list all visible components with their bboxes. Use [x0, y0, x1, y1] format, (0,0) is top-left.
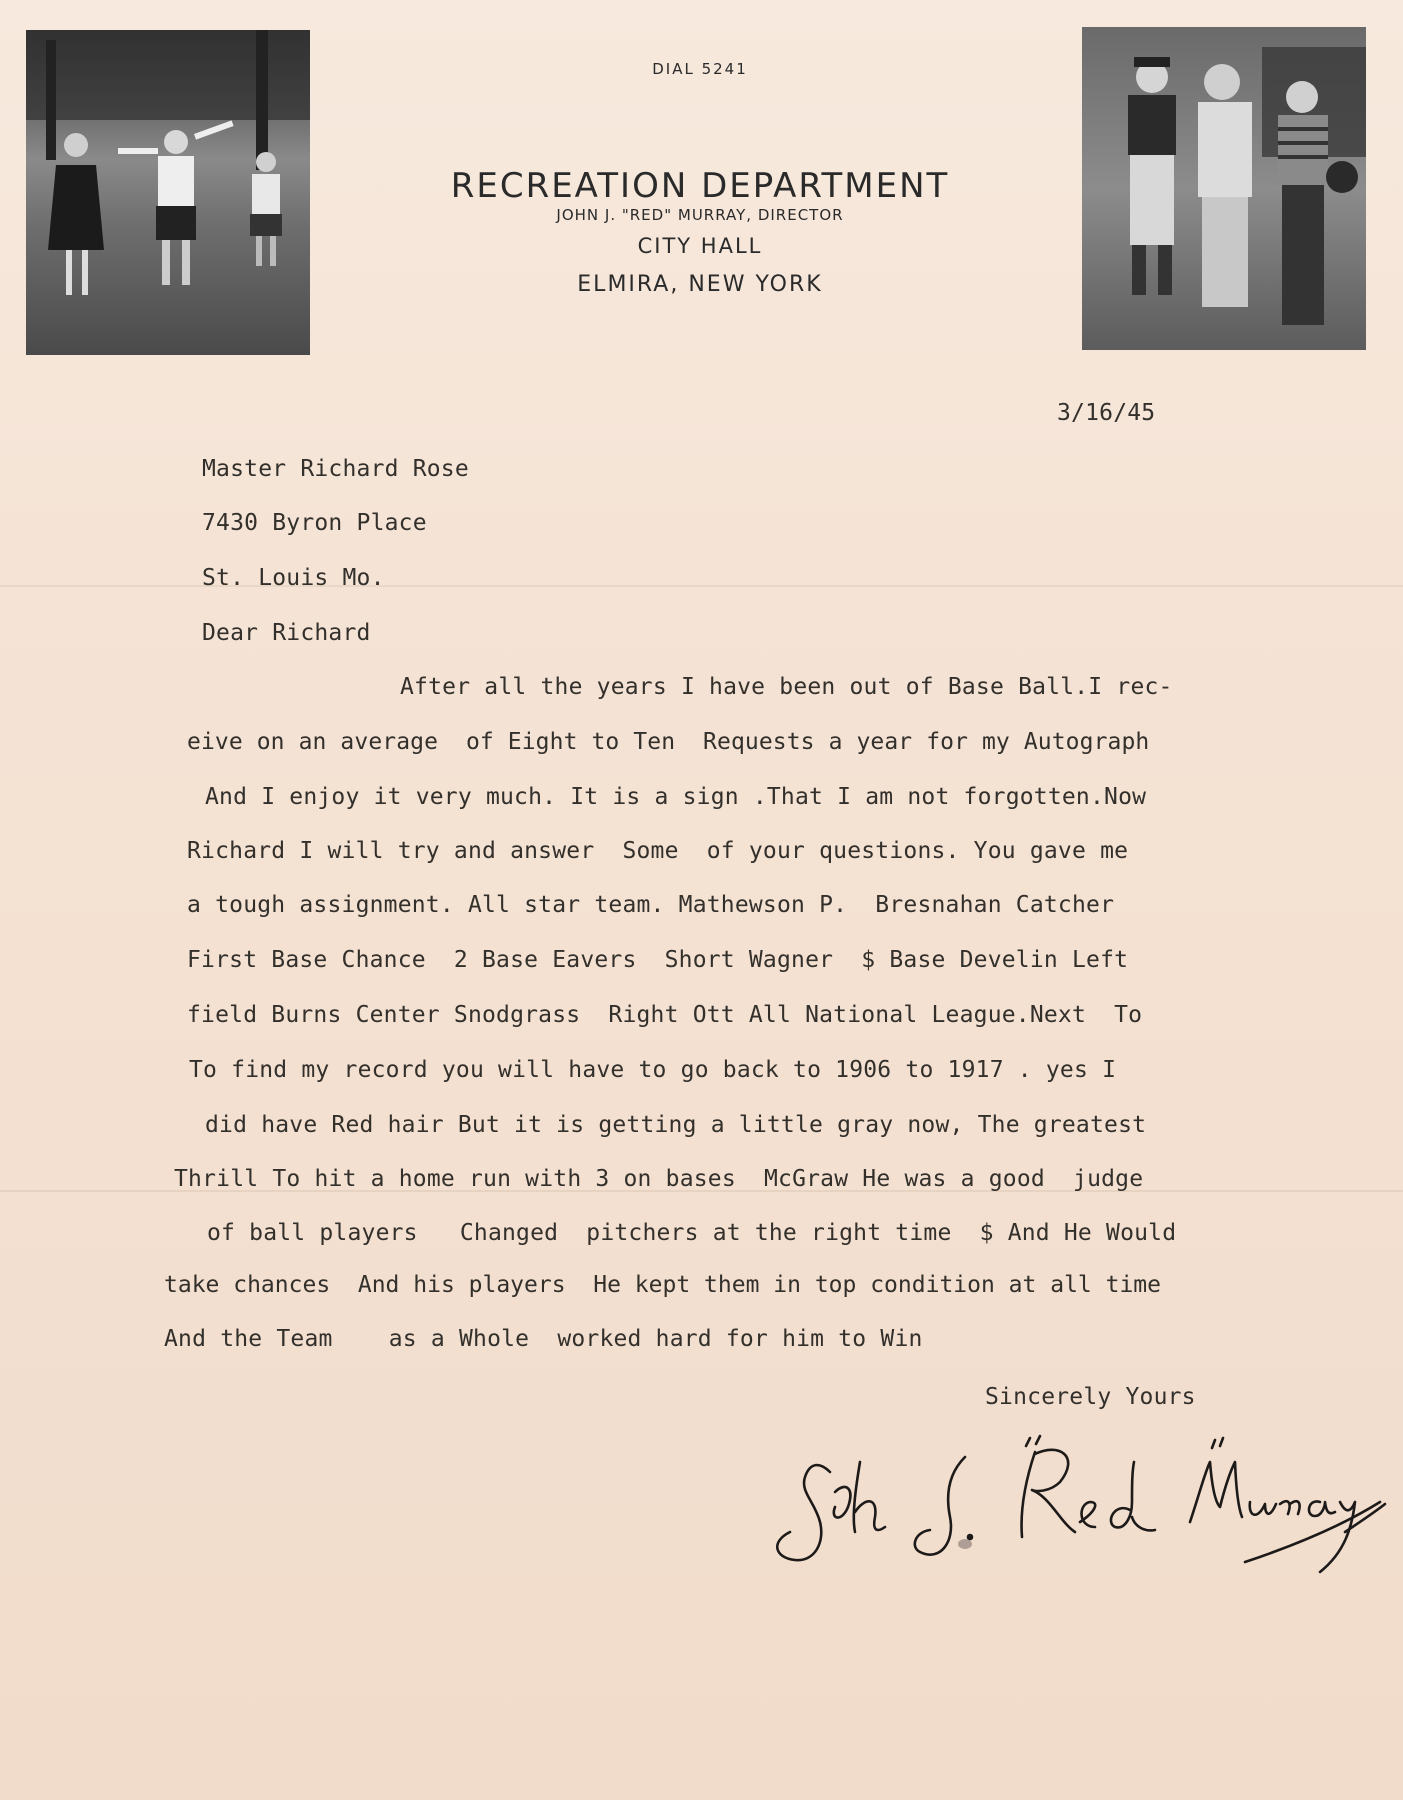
body-line: Thrill To hit a home run with 3 on bases McGraw He was a good judge — [174, 1166, 1144, 1192]
body-line: a tough assignment. All star team. Mathewson P. Bresnahan Catcher — [187, 892, 1115, 918]
body-line: eive on an average of Eight to Ten Requests a year for my Autograph — [187, 729, 1150, 755]
closing: Sincerely Yours — [985, 1384, 1196, 1410]
body-line: To find my record you will have to go back to 1906 to 1917 . yes I — [189, 1057, 1117, 1083]
body-line: of ball players Changed pitchers at the right time $ And He Would — [207, 1220, 1177, 1246]
body-line: Richard I will try and answer Some of your questions. You gave me — [187, 838, 1129, 864]
address-line: St. Louis Mo. — [202, 565, 385, 591]
letter-date: 3/16/45 — [1057, 400, 1156, 426]
letterhead-city-hall: CITY HALL — [637, 234, 763, 258]
body-line: After all the years I have been out of Base Ball.I rec- — [400, 674, 1173, 700]
body-line: take chances And his players He kept them in top condition at all time — [164, 1272, 1161, 1298]
handwritten-signature — [760, 1432, 1390, 1582]
letterhead-location: ELMIRA, NEW YORK — [577, 272, 823, 297]
body-line: field Burns Center Snodgrass Right Ott All National League.Next To — [187, 1002, 1143, 1028]
photo-children-playground — [26, 30, 310, 355]
address-line: Master Richard Rose — [202, 456, 469, 482]
body-line: And I enjoy it very much. It is a sign .That I am not forgotten.Now — [205, 784, 1147, 810]
letterhead-director: JOHN J. "RED" MURRAY, DIRECTOR — [556, 206, 844, 224]
photo-baseball-players — [1082, 27, 1366, 350]
salutation: Dear Richard — [202, 620, 371, 646]
letterhead-department: RECREATION DEPARTMENT — [450, 166, 950, 206]
body-line: First Base Chance 2 Base Eavers Short Wagner $ Base Develin Left — [187, 947, 1129, 973]
body-line: did have Red hair But it is getting a little gray now, The greatest — [205, 1112, 1147, 1138]
letterhead-phone: DIAL 5241 — [652, 60, 748, 78]
address-line: 7430 Byron Place — [202, 510, 427, 536]
body-line: And the Team as a Whole worked hard for him to Win — [164, 1326, 923, 1352]
